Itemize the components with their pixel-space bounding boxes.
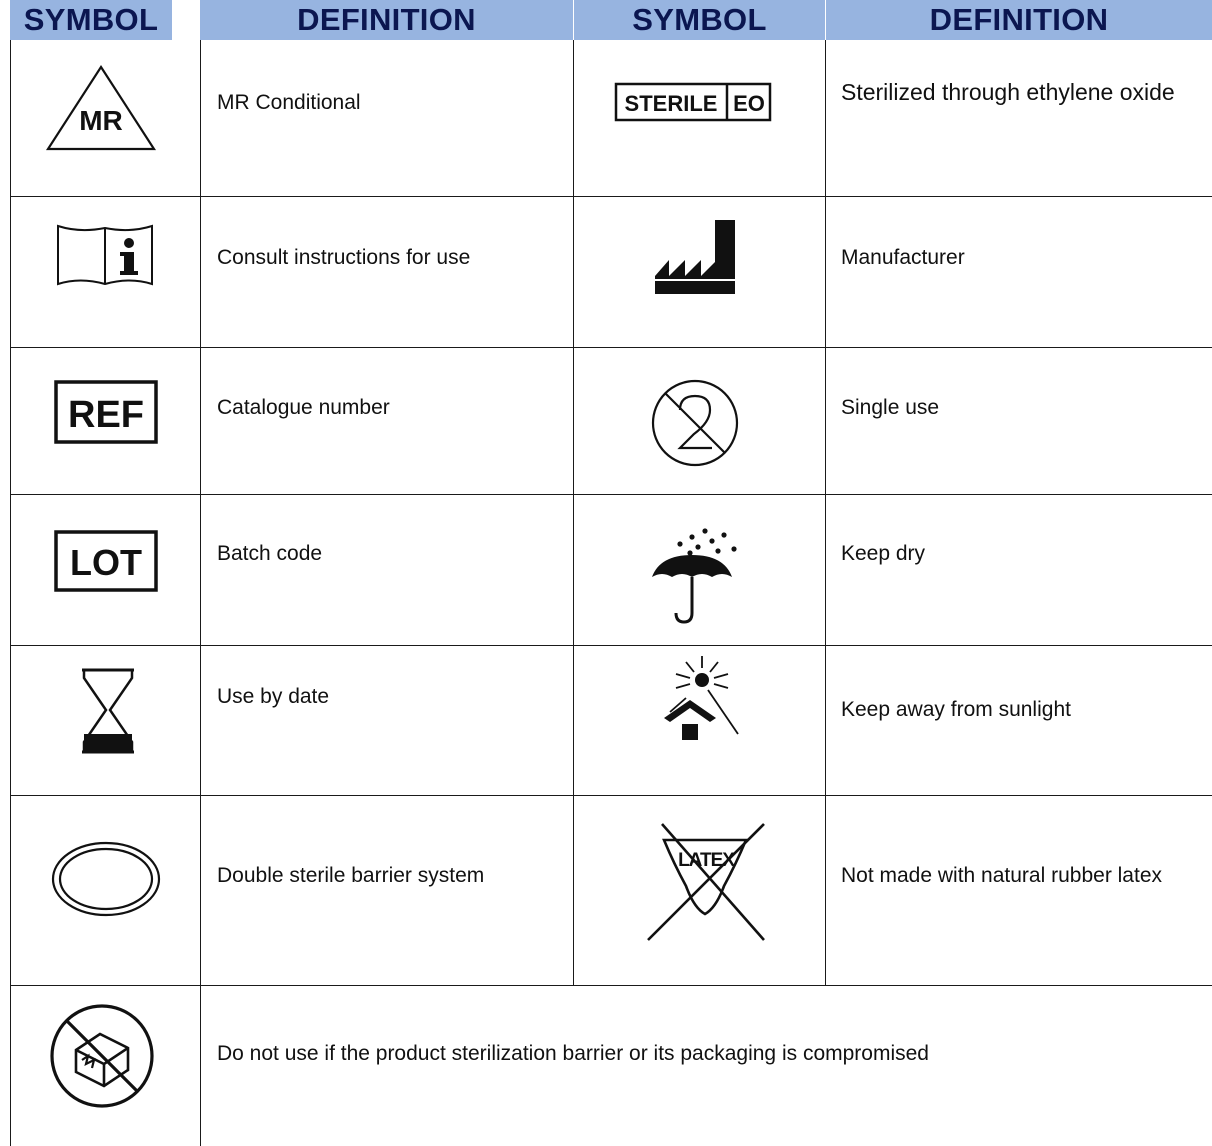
grid-line xyxy=(825,40,826,986)
grid-line xyxy=(10,795,1212,796)
definition-catalogue-number: Catalogue number xyxy=(217,396,390,419)
double-sterile-barrier-icon xyxy=(50,840,162,918)
lot-icon xyxy=(54,530,158,592)
no-latex-icon xyxy=(640,820,770,944)
definition-consult-instructions: Consult instructions for use xyxy=(217,246,471,269)
grid-line xyxy=(10,40,11,1146)
definition-keep-dry: Keep dry xyxy=(841,542,926,565)
do-not-use-if-damaged-icon xyxy=(46,1000,158,1112)
header-symbol-2: SYMBOL xyxy=(574,0,825,40)
mr-conditional-icon xyxy=(44,64,158,154)
definition-batch-code: Batch code xyxy=(217,542,323,565)
ref-icon xyxy=(54,380,158,444)
definition-double-sterile-barrier: Double sterile barrier system xyxy=(217,864,485,887)
header-definition-1: DEFINITION xyxy=(200,0,573,40)
definition-do-not-use-if-damaged: Do not use if the product sterilization barrier or its packaging is compromised xyxy=(217,1042,929,1065)
use-by-date-icon xyxy=(80,668,136,754)
sterile-eo-icon xyxy=(614,82,772,122)
svg-text:EO: EO xyxy=(733,91,765,116)
keep-dry-icon xyxy=(650,525,746,625)
svg-text:STERILE: STERILE xyxy=(624,91,718,116)
definition-manufacturer: Manufacturer xyxy=(841,246,965,269)
header-symbol-1: SYMBOL xyxy=(10,0,172,40)
grid-line xyxy=(573,40,574,986)
single-use-icon xyxy=(650,378,740,468)
definition-keep-away-sunlight: Keep away from sunlight xyxy=(841,698,1071,721)
svg-text:MR: MR xyxy=(79,105,123,136)
manufacturer-icon xyxy=(653,218,737,296)
svg-text:REF: REF xyxy=(68,394,144,436)
grid-line xyxy=(10,645,1212,646)
definition-mr-conditional: MR Conditional xyxy=(217,91,361,114)
consult-instructions-icon xyxy=(56,224,154,288)
grid-line xyxy=(10,985,1212,986)
header-definition-2: DEFINITION xyxy=(826,0,1212,40)
definition-sterile-eo: Sterilized through ethylene oxide xyxy=(841,79,1175,105)
grid-line xyxy=(10,347,1212,348)
grid-line xyxy=(200,40,201,1146)
grid-line xyxy=(10,196,1212,197)
definition-single-use: Single use xyxy=(841,396,940,419)
definition-use-by-date: Use by date xyxy=(217,685,330,708)
keep-away-sunlight-icon xyxy=(650,654,750,748)
svg-text:LATEX: LATEX xyxy=(678,850,734,871)
definition-no-latex: Not made with natural rubber latex xyxy=(841,864,1162,887)
grid-line xyxy=(10,494,1212,495)
svg-text:LOT: LOT xyxy=(70,542,142,583)
